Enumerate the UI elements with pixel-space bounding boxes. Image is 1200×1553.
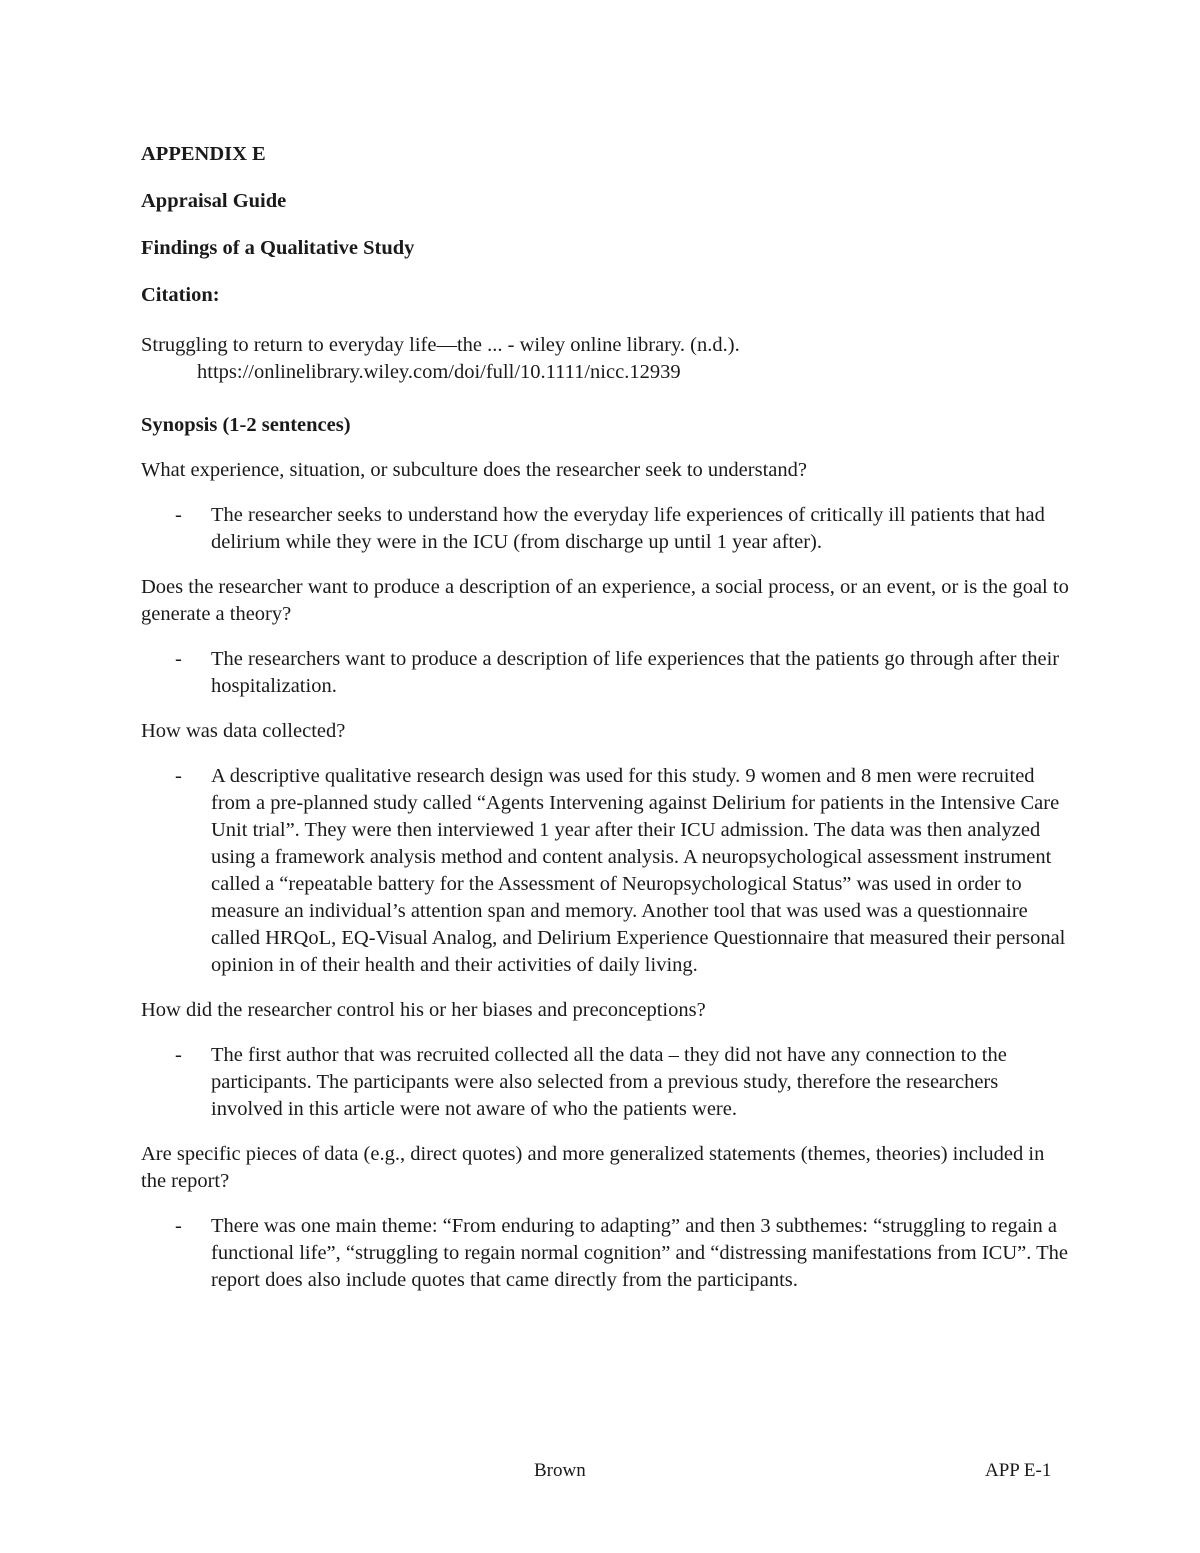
footer-page-number: APP E-1 [985,1460,1052,1481]
footer-author: Brown [534,1460,586,1481]
bullet-dash: - [175,1215,182,1237]
appendix-heading: APPENDIX E [141,143,266,165]
bullet-dash: - [175,765,182,787]
question-1: What experience, situation, or subculture does the researcher seek to understand? [141,459,807,481]
answer-5 [141,1213,1071,1294]
bullet-dash: - [175,1044,182,1066]
answer-text: A descriptive qualitative research design was used for this study. 9 women and 8 men were recruited from a pre-planned study called “Agents Intervening against Delirium for patients in the Intensive Care Unit trial”. They were then interviewed 1 year after their ICU admission. The data was then analyzed using a framework analysis method and content analysis. A neuropsychological assessment instrument called a “repeatable battery for the Assessment of Neuropsychological Status” was used in order to measure an individual’s attention span and memory. Another tool that was used was a questionnaire called HRQoL, EQ-Visual Analog, and Delirium Experience Questionnaire that measured their personal opinion in of their health and their activities of daily living. [211,765,1066,976]
answer-3 [141,763,1071,979]
citation-block [141,332,1071,386]
answer-text: The first author that was recruited collected all the data – they did not have any connection to the participants. The participants were also selected from a previous study, therefore the researchers involved in this article were not aware of who the patients were. [211,1044,1007,1120]
answer-text: The researcher seeks to understand how the everyday life experiences of critically ill patients that had delirium while they were in the ICU (from discharge up until 1 year after). [211,504,1045,553]
answer-1 [141,502,1071,556]
synopsis-heading: Synopsis (1-2 sentences) [141,414,351,436]
question-2: Does the researcher want to produce a description of an experience, a social process, or an event, or is the goal to generate a theory? [141,576,1069,625]
answer-text: There was one main theme: “From enduring to adapting” and then 3 subthemes: “struggling to regain a functional life”, “struggling to regain normal cognition” and “distressing manifestations from ICU”. The report does also include quotes that came directly from the participants. [211,1215,1068,1291]
bullet-dash: - [175,648,182,670]
question-4: How did the researcher control his or her biases and preconceptions? [141,999,706,1021]
study-type-heading: Findings of a Qualitative Study [141,237,415,259]
citation-label: Citation: [141,284,220,306]
question-5: Are specific pieces of data (e.g., direct quotes) and more generalized statements (themes, theories) included in the report? [141,1143,1045,1192]
bullet-dash: - [175,504,182,526]
citation-title-line: Struggling to return to everyday life—the ... - wiley online library. (n.d.). [141,334,740,356]
citation-url: https://onlinelibrary.wiley.com/doi/full/10.1111/nicc.12939 [197,361,681,383]
question-3: How was data collected? [141,720,346,742]
page-content [141,141,1071,1312]
appraisal-guide-heading: Appraisal Guide [141,190,287,212]
answer-4 [141,1042,1071,1123]
answer-2 [141,646,1071,700]
answer-text: The researchers want to produce a description of life experiences that the patients go through after their hospitalization. [211,648,1060,697]
